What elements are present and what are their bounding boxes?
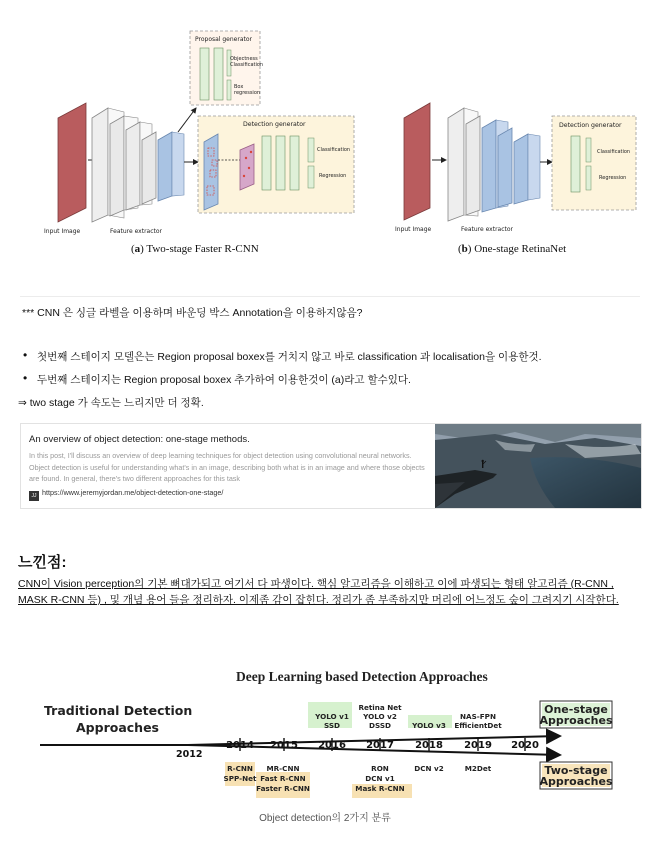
regression-label-right: Regression bbox=[599, 175, 627, 181]
impressions-text: CNN이 Vision perception의 기본 뼈대가되고 여기서 다 파생이다. 핵심 알고리즘을 이해하고 이에 파생되는 형태 알고리즘 (R-CNN , MASK R-CNN 등) , 및 개념 용어 들을 정리하자. 이제좀 감이 잡힌다. 정리가 좀 부족하지만 머리에 어느정도 숲이 그려지기 시작한다. bbox=[18, 578, 619, 606]
box-regression-label: Box regression bbox=[234, 84, 261, 96]
year-label-2019: 2019 bbox=[464, 740, 492, 751]
detection-generator-title: Detection generator bbox=[243, 121, 306, 128]
caption-a: (a) Two-stage Faster R-CNN bbox=[131, 243, 259, 255]
two-stage-models-2014: R-CNN SPP-Net bbox=[223, 764, 257, 783]
bullet-1: • 첫번째 스테이지 모델은는 Region proposal boxex를 거치지 않고 바로 classification 과 localisation을 이용한것. bbox=[37, 349, 542, 364]
year-label-2020: 2020 bbox=[511, 740, 539, 751]
architecture-figure bbox=[0, 0, 650, 265]
one-stage-label: One-stage Approaches bbox=[539, 703, 613, 727]
divider bbox=[20, 296, 640, 297]
timeline-caption: Object detection의 2가지 분류 bbox=[259, 813, 391, 824]
link-card-title: An overview of object detection: one-stage methods. bbox=[29, 434, 250, 445]
year-label-2018: 2018 bbox=[415, 740, 443, 751]
one-stage-models-2017: Retina Net YOLO v2 DSSD bbox=[358, 703, 402, 730]
objectness-label: Objectness Classification bbox=[230, 56, 264, 68]
year-label-2016: 2016 bbox=[318, 740, 346, 751]
feature-extractor-label-left: Feature extractor bbox=[110, 228, 163, 235]
timeline-title: Deep Learning based Detection Approaches bbox=[236, 669, 488, 684]
two-stage-models-2019: M2Det bbox=[464, 764, 492, 773]
two-stage-models-2018: DCN v2 bbox=[414, 764, 444, 773]
classification-label-right: Classification bbox=[597, 149, 631, 155]
year-label-2015: 2015 bbox=[270, 740, 298, 751]
feature-extractor-layers bbox=[92, 108, 184, 222]
start-year: 2012 bbox=[176, 749, 203, 760]
feature-extractor-label-right: Feature extractor bbox=[461, 226, 514, 233]
regression-label-left: Regression bbox=[319, 173, 347, 179]
link-card-url-row bbox=[29, 488, 223, 501]
input-image-label-right: Input Image bbox=[395, 226, 432, 233]
link-card-description: In this post, I'll discuss an overview of deep learning techniques for object detection using convolutional neural networks. Object detection is useful for understanding what's in an image, describing both what is in an image and where those objects are found. In general, there's two different approaches for this task bbox=[29, 451, 425, 483]
link-card-url: https://www.jeremyjordan.me/object-detection-one-stage/ bbox=[42, 488, 224, 497]
two-stage-models-2015: MR-CNN Fast R-CNN Faster R-CNN bbox=[256, 764, 310, 793]
detection-generator-box-right bbox=[552, 116, 636, 210]
one-stage-models-2019: NAS-FPN EfficientDet bbox=[454, 712, 502, 730]
two-stage-models-2017: RON DCN v1 Mask R-CNN bbox=[355, 764, 405, 793]
link-card-thumbnail bbox=[435, 424, 641, 508]
bullet-2: • 두번째 스테이지는 Region proposal boxex 추가하여 이용한것이 (a)라고 할수있다. bbox=[37, 372, 411, 387]
classification-label-left: Classification bbox=[317, 147, 351, 153]
feature-extractor-layers-right bbox=[448, 108, 540, 221]
input-image-label-left: Input Image bbox=[44, 228, 81, 235]
two-stage-models bbox=[224, 764, 492, 793]
year-labels bbox=[226, 738, 539, 751]
impressions-title: 느낀점: bbox=[18, 554, 67, 571]
input-image-block-right bbox=[404, 103, 430, 220]
proposal-generator-title: Proposal generator bbox=[195, 36, 253, 43]
detection-generator-title-right: Detection generator bbox=[559, 122, 622, 129]
arrow-line-text: ⇒ two stage 가 속도는 느리지만 더 정확. bbox=[18, 397, 204, 409]
question-text: *** CNN 은 싱글 라벨을 이용하며 바운딩 박스 Annotation을 이용하지않음? bbox=[22, 307, 363, 319]
one-stage-models-2018: YOLO v3 bbox=[412, 721, 446, 730]
year-label-2017: 2017 bbox=[366, 740, 394, 751]
input-image-block bbox=[58, 103, 86, 222]
two-stage-label: Two-stage Approaches bbox=[539, 764, 613, 788]
one-stage-models-2016: YOLO v1 SSD bbox=[315, 712, 349, 730]
caption-b: (b) One-stage RetinaNet bbox=[458, 243, 567, 255]
year-label-2014: 2014 bbox=[226, 740, 254, 751]
site-favicon-icon: JJ bbox=[29, 491, 39, 501]
traditional-label: Traditional Detection Approaches bbox=[44, 703, 193, 735]
link-preview-card[interactable] bbox=[20, 423, 642, 509]
detection-timeline-figure bbox=[0, 660, 650, 805]
